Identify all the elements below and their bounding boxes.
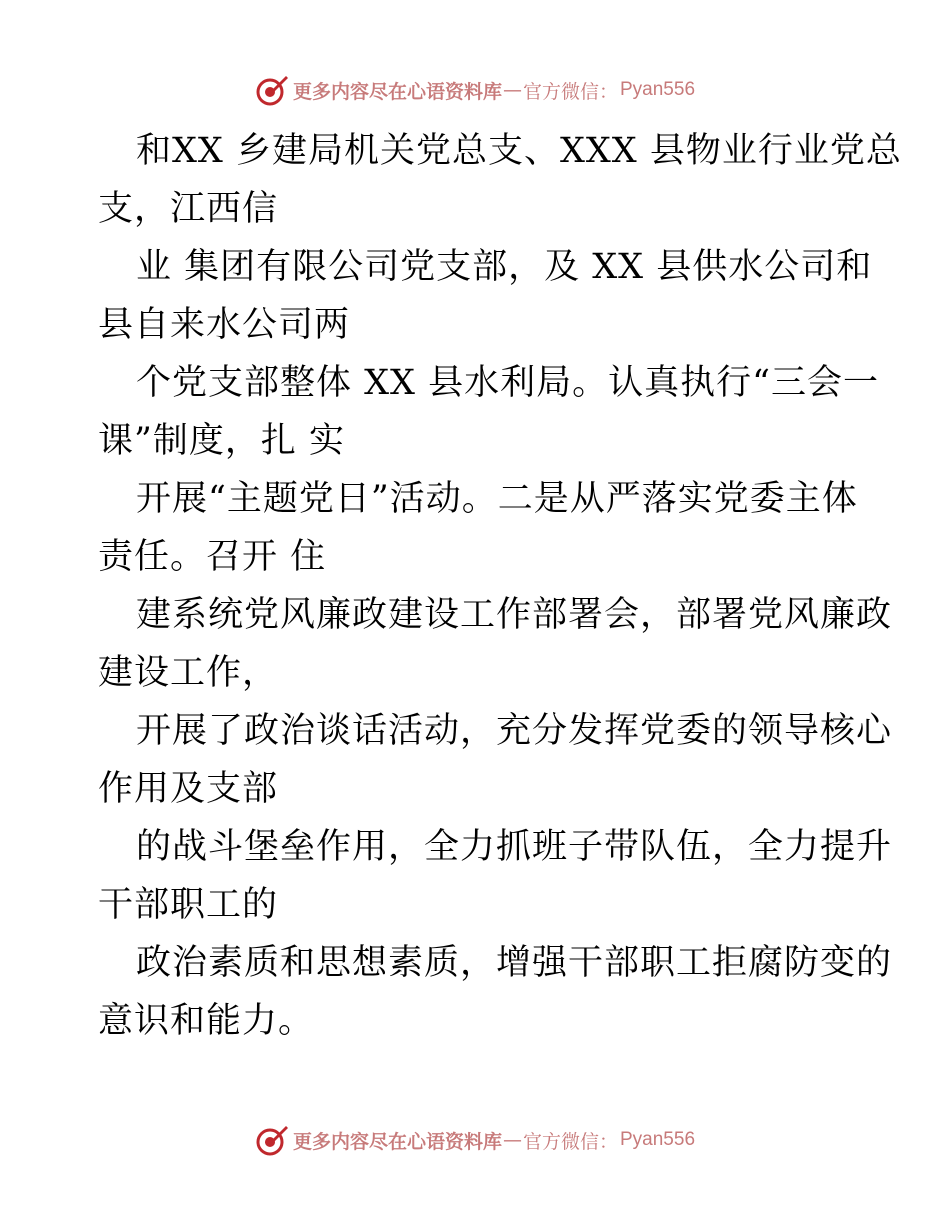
- header-banner: [0, 70, 950, 110]
- document-body: [98, 122, 902, 1050]
- banner-title: 更多内容尽在心语资料库: [292, 1130, 502, 1153]
- text-line: 意识和能力。: [98, 1001, 315, 1041]
- pen-logo-icon: [255, 73, 289, 107]
- text-line: 和XX 乡建局机关党总支、XXX 县物业行业党总: [136, 131, 902, 171]
- banner-wechat-label: 官方微信：: [522, 80, 618, 103]
- banner-wechat-id: Pyan556: [620, 79, 696, 100]
- text-line: 干部职工的: [98, 885, 279, 925]
- footer-banner: [0, 1120, 950, 1160]
- text-line: 作用及支部: [98, 769, 279, 809]
- banner-wechat-id: Pyan556: [620, 1129, 696, 1150]
- text-line: 建设工作，: [98, 653, 279, 693]
- text-line: 开展“主题党日”活动。二是从严落实党委主体: [136, 479, 858, 519]
- text-line: 支，江西信: [98, 189, 279, 229]
- text-line: 责任。召开 住: [98, 537, 327, 577]
- text-line: 开展了政治谈话活动，充分发挥党委的领导核心: [136, 711, 893, 751]
- text-line: 的战斗堡垒作用，全力抓班子带队伍，全力提升: [136, 827, 893, 867]
- text-line: 建系统党风廉政建设工作部署会，部署党风廉政: [136, 595, 893, 635]
- pen-logo-icon: [255, 1123, 289, 1157]
- text-line: 业 集团有限公司党支部，及 XX 县供水公司和: [136, 247, 873, 287]
- banner-title: 更多内容尽在心语资料库: [292, 80, 502, 103]
- banner-wechat-label: 官方微信：: [522, 1130, 618, 1153]
- text-line: 县自来水公司两: [98, 305, 351, 345]
- text-line: 政治素质和思想素质，增强干部职工拒腐防变的: [136, 943, 893, 983]
- banner-dash: —: [502, 1129, 522, 1151]
- banner-dash: —: [502, 79, 522, 101]
- text-line: 课”制度，扎 实: [98, 421, 346, 461]
- text-line: 个党支部整体 XX 县水利局。认真执行“三会一: [136, 363, 879, 403]
